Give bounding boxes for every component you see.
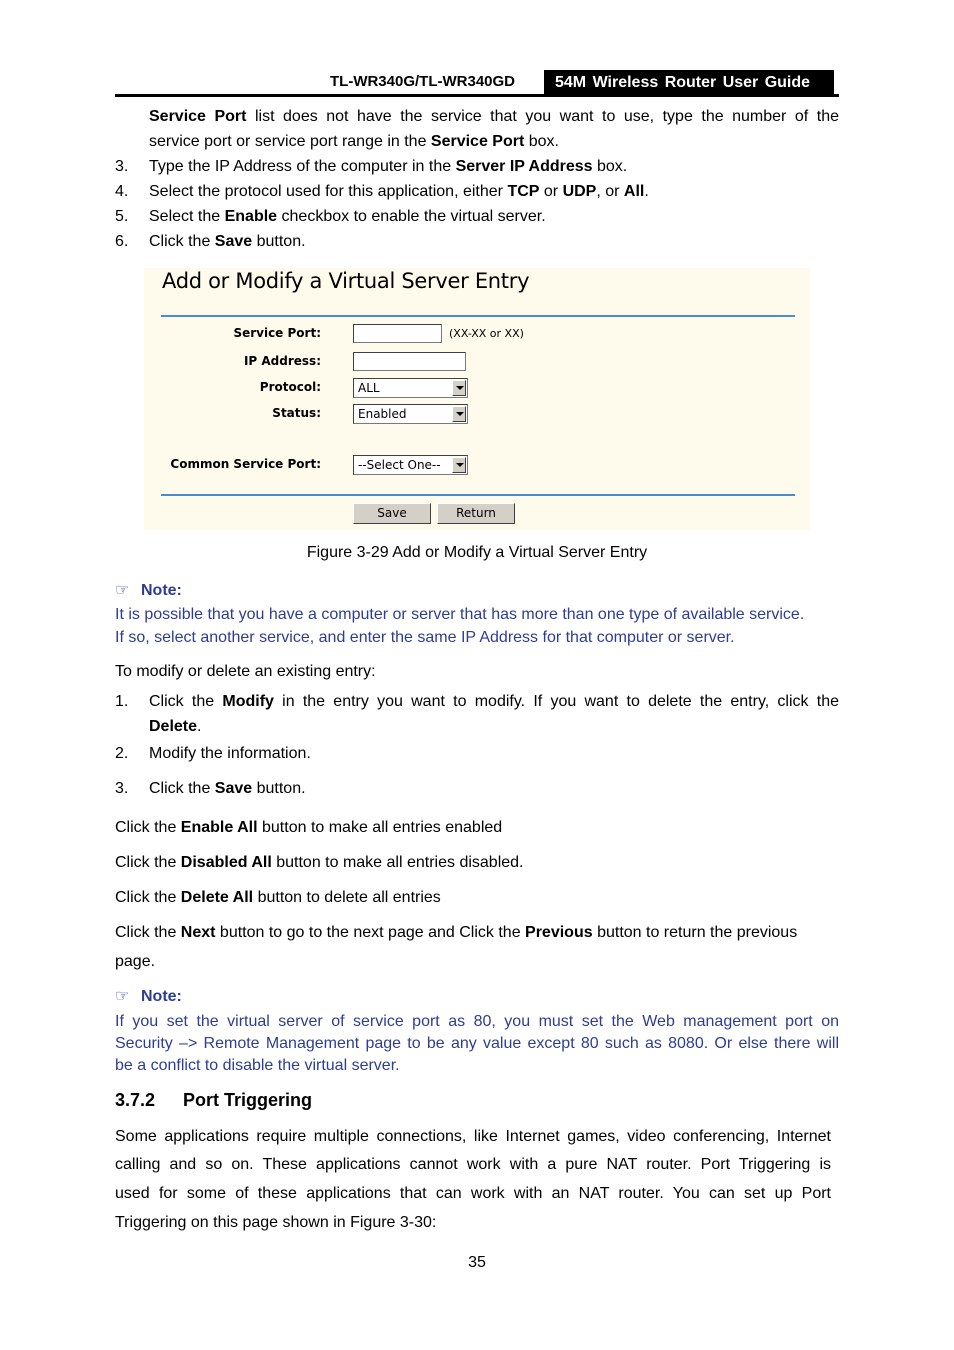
step-number: 2. xyxy=(115,745,129,762)
step-number: 4. xyxy=(115,183,129,200)
step-text: Select the Enable checkbox to enable the virtual server. xyxy=(149,208,546,225)
chevron-down-icon[interactable] xyxy=(452,380,466,396)
status-select[interactable] xyxy=(353,404,468,424)
panel-top-rule xyxy=(161,315,795,317)
protocol-label: Protocol: xyxy=(259,380,321,394)
step-number: 1. xyxy=(115,693,129,710)
status-value: Enabled xyxy=(358,407,407,421)
modify-intro: To modify or delete an existing entry: xyxy=(115,663,376,680)
enable-all-instruction: Click the Enable All button to make all entries enabled xyxy=(115,819,503,836)
step-number: 5. xyxy=(115,208,129,225)
common-service-port-select[interactable] xyxy=(353,455,468,475)
service-port-hint: (XX-XX or XX) xyxy=(449,327,524,340)
section-paragraph-line: Some applications require multiple connections, like Internet games, video conferencing, Internet xyxy=(115,1128,831,1145)
header-rule xyxy=(115,94,839,97)
note-line: If you set the virtual server of service port as 80, you must set the Web management port on xyxy=(115,1013,839,1030)
service-port-label: Service Port: xyxy=(233,326,321,340)
ip-address-input[interactable] xyxy=(353,352,466,371)
chevron-down-icon[interactable] xyxy=(452,406,466,422)
common-service-port-label: Common Service Port: xyxy=(170,457,321,471)
figure-caption: Figure 3-29 Add or Modify a Virtual Server Entry xyxy=(306,544,648,561)
protocol-value: ALL xyxy=(358,381,380,395)
step-text: Click the Save button. xyxy=(149,780,306,797)
step-text: Click the Save button. xyxy=(149,233,306,250)
page-number: 35 xyxy=(468,1254,486,1271)
step-text: Select the protocol used for this application, either TCP or UDP, or All. xyxy=(149,183,649,200)
next-previous-instruction: Click the Next button to go to the next page and Click the Previous button to return the previous xyxy=(115,924,798,941)
note-heading: ☞ Note: xyxy=(115,988,182,1005)
next-previous-instruction-continued: page. xyxy=(115,953,156,970)
note-line: be a conflict to disable the virtual server. xyxy=(115,1057,400,1074)
status-label: Status: xyxy=(272,406,321,420)
step-number: 6. xyxy=(115,233,129,250)
step-number: 3. xyxy=(115,780,129,797)
disabled-all-instruction: Click the Disabled All button to make all entries disabled. xyxy=(115,854,524,871)
section-title: Port Triggering xyxy=(183,1090,313,1110)
panel-title: Add or Modify a Virtual Server Entry xyxy=(162,269,530,293)
header-guide-title: 54M Wireless Router User Guide xyxy=(544,70,834,94)
step-number: 3. xyxy=(115,158,129,175)
pointing-hand-icon: ☞ xyxy=(115,582,130,599)
intro-line-2: service port or service port range in the Service Port box. xyxy=(149,133,559,150)
return-button[interactable]: Return xyxy=(437,503,515,524)
virtual-server-form-panel xyxy=(144,268,810,530)
step-text-continued: Delete. xyxy=(149,718,202,735)
section-paragraph-line: used for some of these applications that can work with an NAT router. You can set up Port xyxy=(115,1185,831,1202)
note-line: If so, select another service, and enter the same IP Address for that computer or server. xyxy=(115,629,735,646)
section-paragraph-line: Triggering on this page shown in Figure 3-30: xyxy=(115,1214,437,1231)
protocol-select[interactable] xyxy=(353,378,468,398)
header-model: TL-WR340G/TL-WR340GD xyxy=(330,73,516,90)
note-heading: ☞ Note: xyxy=(115,582,182,599)
step-text: Click the Modify in the entry you want to modify. If you want to delete the entry, click the xyxy=(149,693,840,710)
section-heading xyxy=(115,1090,312,1111)
pointing-hand-icon: ☞ xyxy=(115,988,130,1005)
intro-line-1: Service Port list does not have the service that you want to use, type the number of the xyxy=(149,108,839,125)
step-text: Type the IP Address of the computer in the Server IP Address box. xyxy=(149,158,628,175)
chevron-down-icon[interactable] xyxy=(452,457,466,473)
common-service-port-value: --Select One-- xyxy=(358,458,441,472)
step-text: Modify the information. xyxy=(149,745,311,762)
panel-bottom-rule xyxy=(161,494,795,496)
ip-address-label: IP Address: xyxy=(243,354,321,368)
save-button[interactable]: Save xyxy=(353,503,431,524)
note-line: Security –> Remote Management page to be any value except 80 such as 8080. Or else there will xyxy=(115,1035,839,1052)
section-paragraph-line: calling and so on. These applications cannot work with a pure NAT router. Port Triggering is xyxy=(115,1156,831,1173)
section-number: 3.7.2 xyxy=(115,1090,156,1110)
note-line: It is possible that you have a computer or server that has more than one type of available service. xyxy=(115,606,805,623)
delete-all-instruction: Click the Delete All button to delete all entries xyxy=(115,889,441,906)
service-port-input[interactable] xyxy=(353,324,442,343)
